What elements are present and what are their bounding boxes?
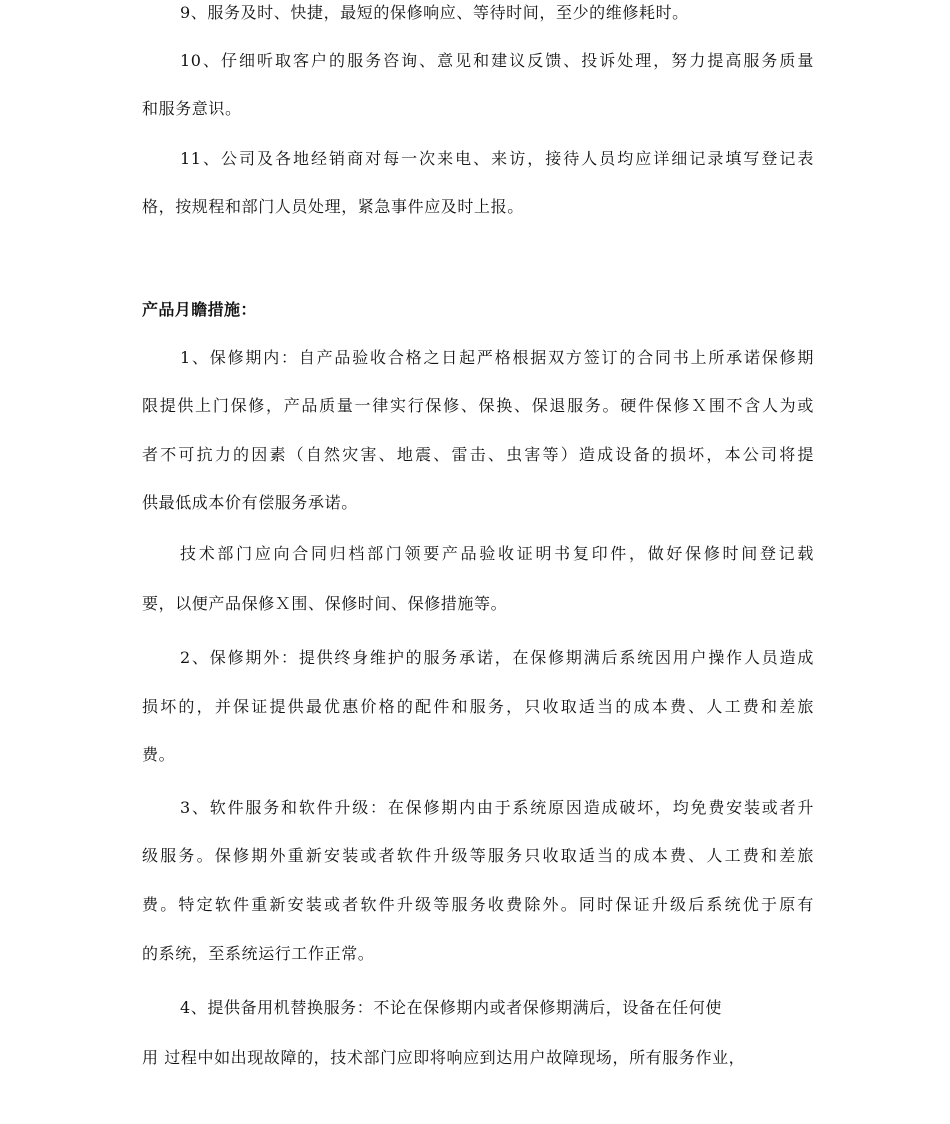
item-2-line-3: 费。	[142, 745, 176, 764]
item-3-line-2: 级服务。保修期外重新安装或者软件升级等服务只收取适当的成本费、人工费和差旅	[142, 846, 814, 865]
item-1-line-1: 1、保修期内：自产品验收合格之日起严格根据双方签订的合同书上所承诺保修期	[180, 348, 814, 367]
item-1-line-4: 供最低成本价有偿服务承诺。	[142, 493, 358, 512]
item-1-line-3: 者不可抗力的因素（自然灾害、地震、雷击、虫害等）造成设备的损坏，本公司将提	[142, 445, 814, 464]
item-1-line-2: 限提供上门保修，产品质量一律实行保修、保换、保退服务。硬件保修Ｘ围不含人为或	[142, 396, 814, 415]
item-2-line-2: 损坏的，并保证提供最优惠价格的配件和服务，只收取适当的成本费、人工费和差旅	[142, 697, 814, 716]
paragraph-11-line-1: 11、公司及各地经销商对每一次来电、来访，接待人员均应详细记录填写登记表	[180, 149, 814, 168]
section-heading: 产品月瞻措施：	[142, 300, 257, 319]
paragraph-10-line-1: 10、仔细听取客户的服务咨询、意见和建议反馈、投诉处理，努力提高服务质量	[180, 51, 814, 70]
item-3-line-3: 费。特定软件重新安装或者软件升级等服务收费除外。同时保证升级后系统优于原有	[142, 895, 814, 914]
paragraph-10-line-2: 和服务意识。	[142, 99, 242, 118]
item-3-line-4: 的系统，至系统运行工作正常。	[142, 944, 375, 963]
item-2-line-1: 2、保修期外：提供终身维护的服务承诺，在保修期满后系统因用户操作人员造成	[180, 648, 814, 667]
item-3-line-1: 3、软件服务和软件升级：在保修期内由于系统原因造成破坏，均免费安装或者升	[180, 798, 814, 817]
tech-dept-line-1: 技术部门应向合同归档部门领要产品验收证明书复印件，做好保修时间登记载	[180, 544, 814, 563]
tech-dept-line-2: 要，以便产品保修Ｘ围、保修时间、保修措施等。	[142, 594, 508, 613]
item-4-line-1: 4、提供备用机替换服务：不论在保修期内或者保修期满后，设备在任何使	[180, 998, 722, 1017]
item-4-line-2: 用 过程中如出现故障的，技术部门应即将响应到达用户故障现场，所有服务作业，	[142, 1048, 746, 1067]
paragraph-9-line-1: 9、服务及时、快捷，最短的保修响应、等待时间，至少的维修耗时。	[180, 3, 689, 22]
paragraph-11-line-2: 格，按规程和部门人员处理，紧急事件应及时上报。	[142, 197, 524, 216]
